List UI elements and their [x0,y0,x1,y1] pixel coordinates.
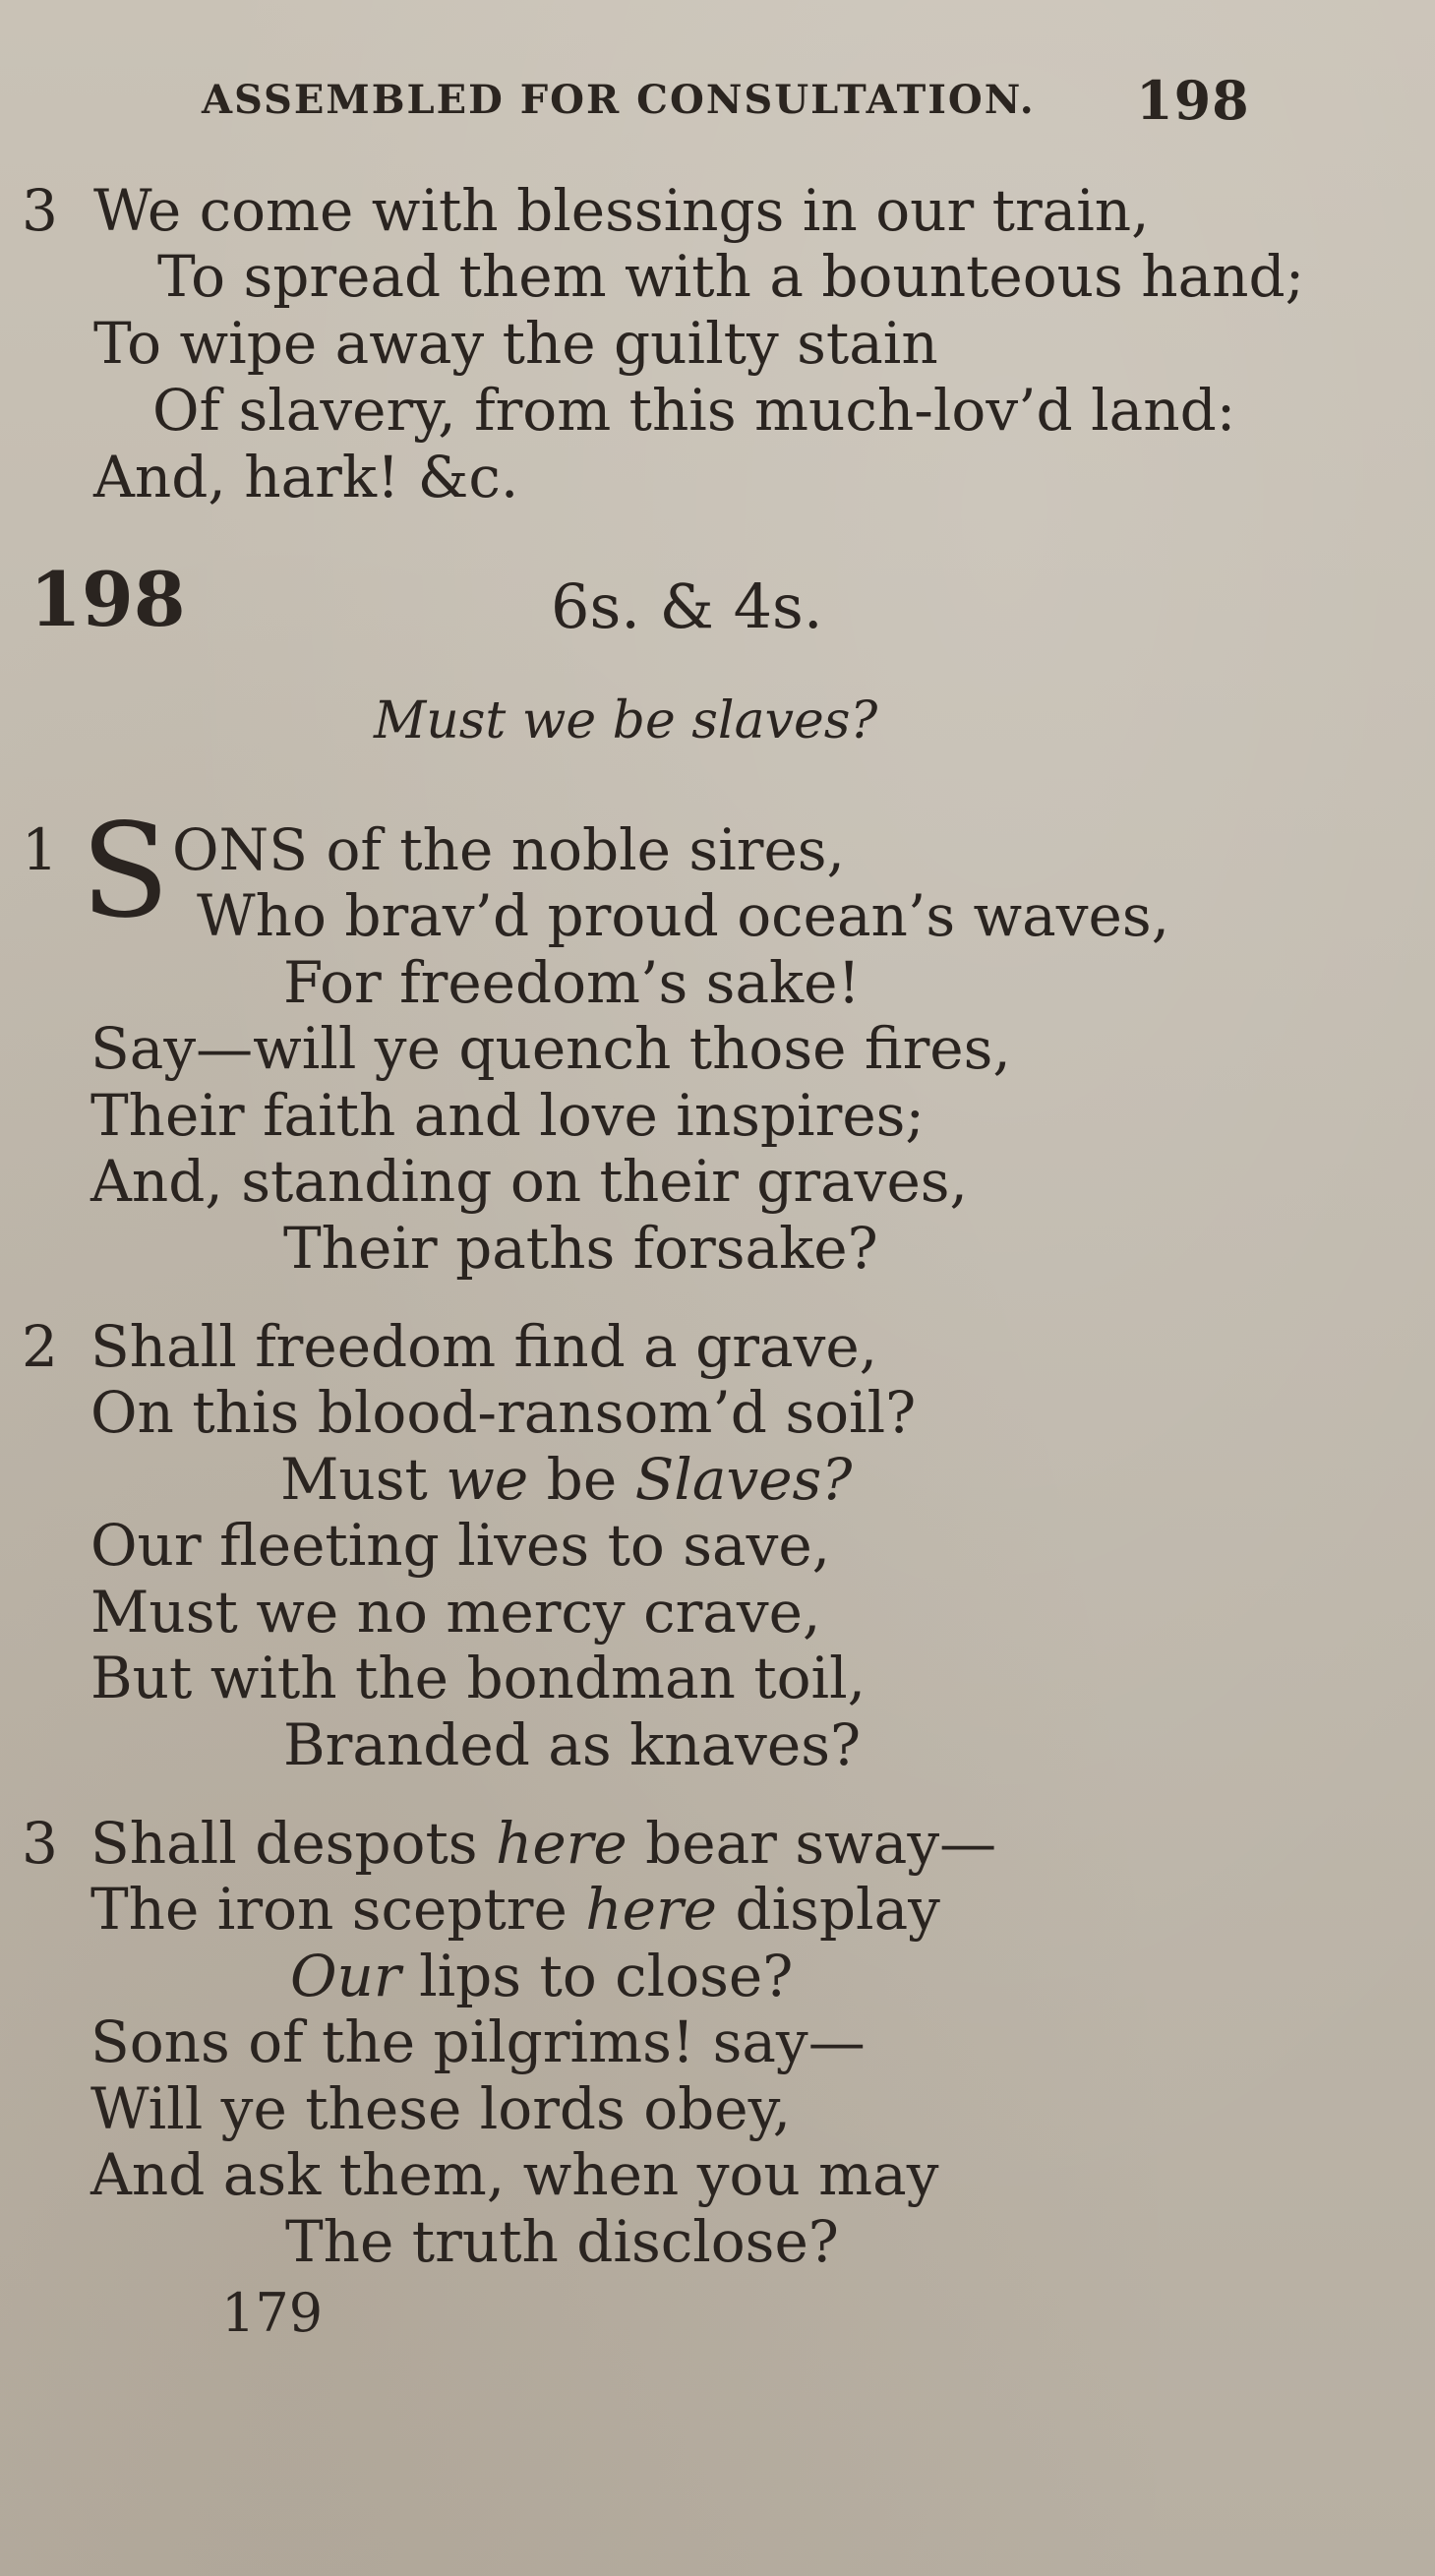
prev-stanza-line: And, hark! &c. [93,444,519,510]
text-run-italic: Our [290,1943,401,2009]
stanza1-line: Say—will ye quench those fires, [90,1015,1011,1082]
text-run-italic: Slaves? [634,1446,853,1513]
stanza1-line: Who brav’d proud ocean’s waves, [197,882,1170,949]
stanza2-number: 2 [22,1313,58,1380]
stanza1-line: For freedom’s sake! [283,949,861,1016]
stanza2-line: Our fleeting lives to save, [90,1512,831,1579]
running-head [202,69,1284,132]
page-folio: 179 [221,2282,324,2344]
text-run-italic: here [585,1876,718,1943]
prev-stanza-line: We come with blessings in our train, [93,177,1150,244]
stanza3-line: The truth disclose? [285,2208,839,2275]
text-run: The iron sceptre [90,1876,586,1943]
prev-stanza-line: Of slavery, from this much-lov’d land: [152,377,1236,444]
stanza3-line: Sons of the pilgrims! say— [90,2008,866,2075]
text-run: lips to close? [400,1943,794,2009]
hymn-title: Must we be slaves? [374,691,878,750]
stanza1-line: And, standing on their graves, [90,1148,968,1215]
stanza2-line: But with the bondman toil, [90,1645,867,1711]
stanza2-line: Shall freedom find a grave, [90,1313,878,1380]
hymn-meter: 6s. & 4s. [551,570,823,642]
stanza3-line [90,1810,997,1877]
prev-stanza-number: 3 [22,177,58,244]
hymn-number: 198 [30,556,186,643]
text-run: bear sway— [627,1810,997,1877]
stanza2-line: Branded as knaves? [283,1711,862,1778]
text-run-italic: we [446,1446,529,1513]
stanza2-line: On this blood-ransom’d soil? [90,1379,917,1446]
text-run-italic: here [495,1810,628,1877]
text-run: Shall despots [90,1810,496,1877]
prev-stanza-line: To spread them with a bounteous hand; [157,243,1305,310]
text-run: Must [280,1446,447,1513]
running-head-hymn-number: 198 [1136,69,1250,132]
stanza3-line [90,1876,940,1943]
running-head-title: ASSEMBLED FOR CONSULTATION. [202,77,1036,123]
stanza3-line [290,1943,794,2009]
dropcap: S [81,796,170,947]
text-run: be [528,1446,635,1513]
stanza3-line: And ask them, when you may [90,2141,939,2208]
stanza1-line: Their paths forsake? [283,1215,878,1282]
stanza3-line: Will ye these lords obey, [90,2075,792,2142]
stanza1-number: 1 [22,816,58,883]
text-run: display [717,1876,940,1943]
prev-stanza-line: To wipe away the guilty stain [93,310,938,377]
stanza2-line [280,1446,853,1513]
stanza1-line: ONS of the noble sires, [172,816,845,883]
stanza1-line: Their faith and love inspires; [90,1082,925,1149]
stanza2-line: Must we no mercy crave, [90,1579,821,1646]
stanza3-number: 3 [22,1810,58,1877]
